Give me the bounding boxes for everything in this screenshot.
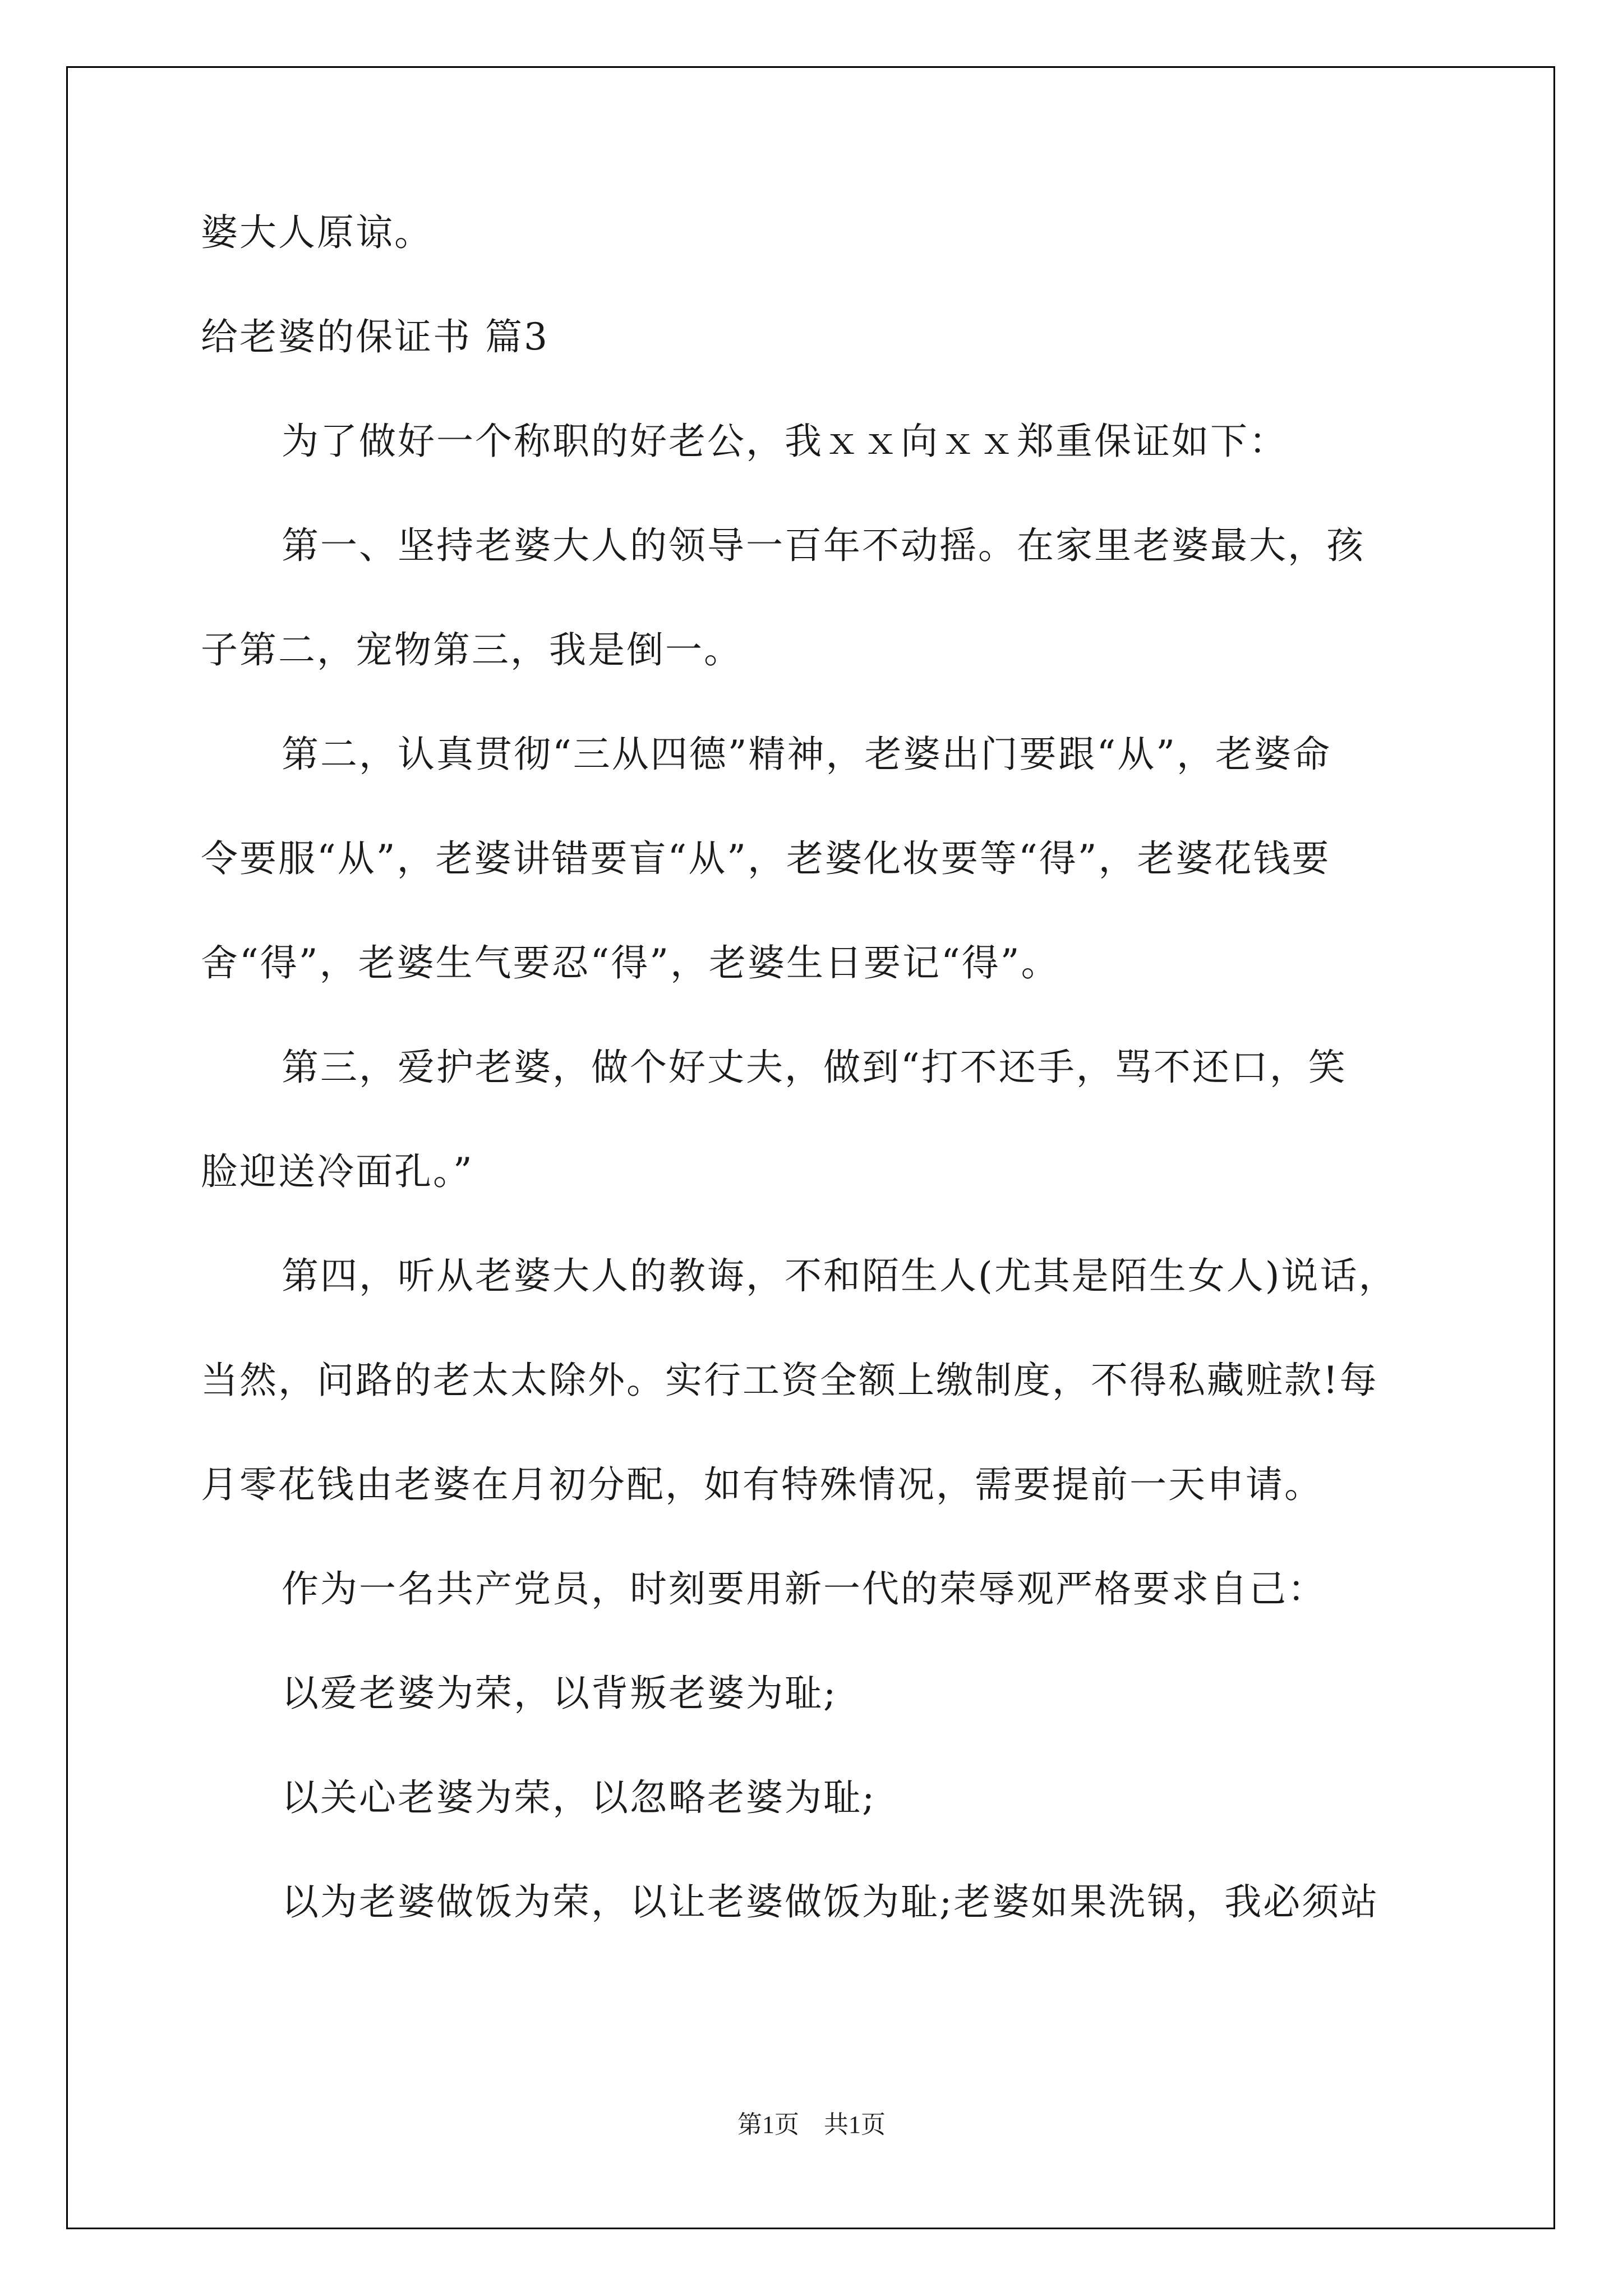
text-line: 婆大人原谅。 <box>201 211 433 254</box>
text-line: 脸迎送冷面孔。” <box>201 1150 474 1193</box>
text-line: 作为一名共产党员，时刻要用新一代的荣辱观严格要求自己： <box>282 1567 1326 1611</box>
text-line: 舍“得”，老婆生气要忍“得”，老婆生日要记“得”。 <box>201 941 1060 984</box>
text-line: 第二，认真贯彻“三从四德”精神，老婆出门要跟“从”，老婆命 <box>282 733 1331 776</box>
text-line: 以为老婆做饭为荣，以让老婆做饭为耻;老婆如果洗锅，我必须站 <box>282 1880 1380 1924</box>
text-line: 第四，听从老婆大人的教诲，不和陌生人(尤其是陌生女人)说话， <box>282 1254 1398 1297</box>
text-line: 令要服“从”，老婆讲错要盲“从”，老婆化妆要等“得”，老婆花钱要 <box>201 837 1331 880</box>
text-line: 以关心老婆为荣，以忽略老婆为耻; <box>282 1776 877 1819</box>
text-line: 第一、坚持老婆大人的领导一百年不动摇。在家里老婆最大，孩 <box>282 524 1365 567</box>
text-line: 月零花钱由老婆在月初分配，如有特殊情况，需要提前一天申请。 <box>201 1463 1323 1506</box>
text-line: 子第二，宠物第三，我是倒一。 <box>201 628 743 671</box>
text-line: 当然，问路的老太太除外。实行工资全额上缴制度，不得私藏赃款!每 <box>201 1359 1378 1402</box>
text-line: 为了做好一个称职的好老公，我ｘｘ向ｘｘ郑重保证如下： <box>282 420 1288 463</box>
text-line: 第三，爱护老婆，做个好丈夫，做到“打不还手，骂不还口，笑 <box>282 1046 1347 1089</box>
text-line: 以爱老婆为荣，以背叛老婆为耻; <box>282 1672 838 1715</box>
section-heading: 给老婆的保证书 篇3 <box>201 315 549 358</box>
page-footer: 第1页 共1页 <box>737 2111 886 2138</box>
